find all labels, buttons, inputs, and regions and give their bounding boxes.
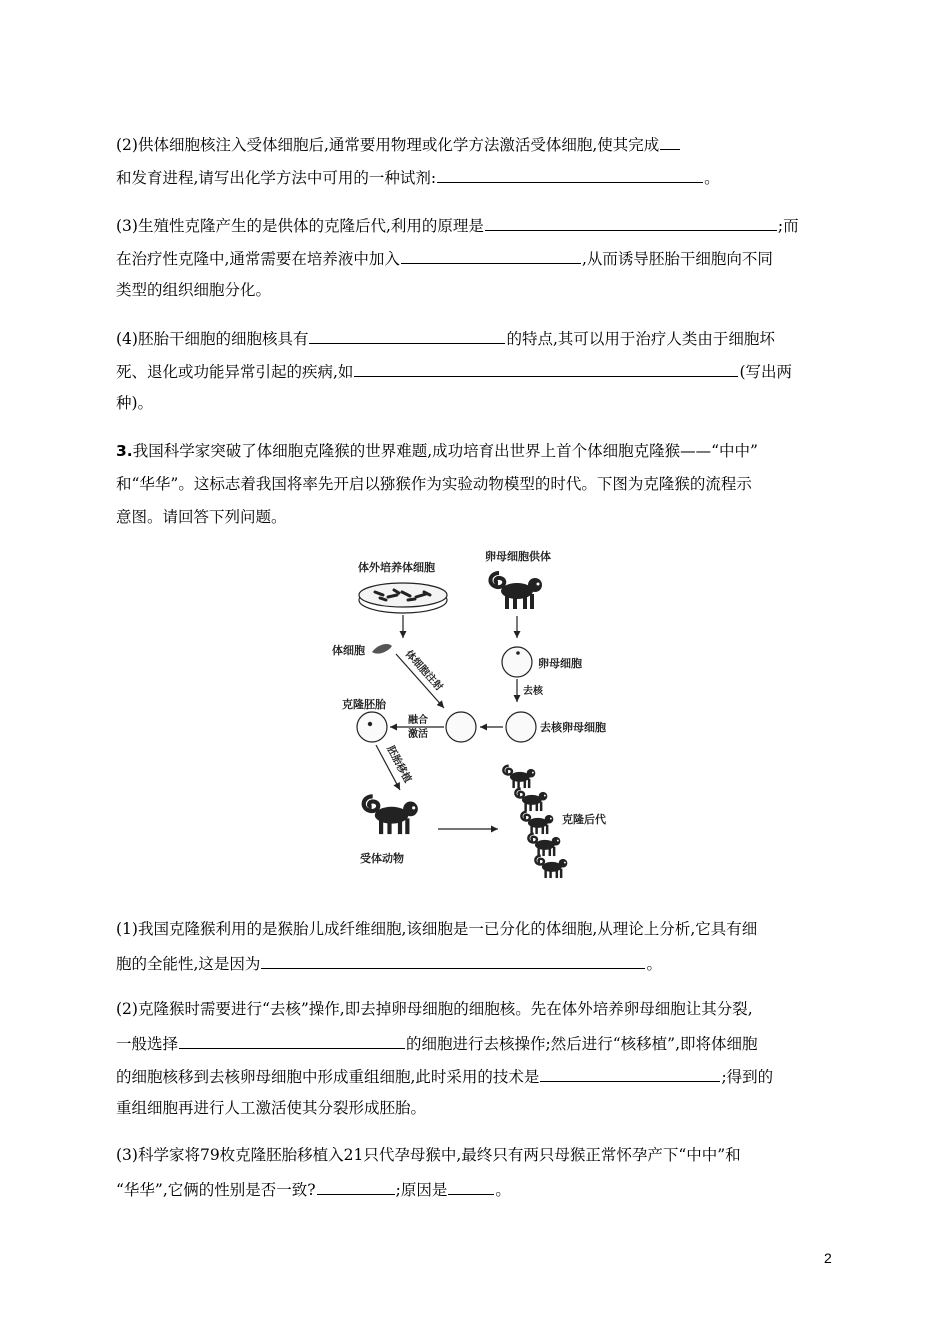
label-offspring: 克隆后代 [562, 813, 606, 826]
q3-1-line2: 胞的全能性,这是因为 。 [116, 952, 662, 974]
recipient-monkey [364, 796, 418, 834]
reconstructed-cell [446, 712, 476, 742]
q3-2-line3: 的细胞核移到去核卵母细胞中形成重组细胞,此时采用的技术是 ;得到的 [116, 1065, 773, 1087]
petri-dish [359, 583, 447, 613]
answer-blank[interactable] [485, 214, 777, 231]
label-donor: 卵母细胞供体 [485, 550, 551, 563]
q2-4-line3: 种)。 [116, 394, 154, 412]
answer-blank[interactable] [261, 952, 645, 969]
cloning-flow-diagram [320, 540, 630, 885]
q3-3-line2: “华华”,它俩的性别是否一致? ;原因是 。 [116, 1178, 511, 1200]
label-embryo: 克隆胚胎 [342, 698, 386, 711]
label-somatic: 体细胞 [332, 644, 365, 657]
label-enucleate: 去核 [523, 686, 543, 697]
q3-line1: 3.我国科学家突破了体细胞克隆猴的世界难题,成功培育出世界上首个体细胞克隆猴——“中中” [116, 442, 758, 460]
answer-blank[interactable] [309, 327, 505, 344]
answer-blank[interactable] [354, 360, 738, 377]
q2-4-line2: 死、退化或功能异常引起的疾病,如 (写出两 [116, 360, 792, 382]
cloned-embryo [357, 712, 387, 742]
q3-3-line1: (3)科学家将79枚克隆胚胎移植入21只代孕母猴中,最终只有两只母猴正常怀孕产下“中中”和 [116, 1146, 741, 1164]
label-activate: 激活 [408, 729, 428, 740]
answer-blank[interactable] [660, 133, 680, 150]
offspring-monkeys [503, 766, 567, 878]
label-inject: 体细胞注射 [402, 648, 445, 694]
enucleated-oocyte-cell [506, 712, 536, 742]
q2-3-line2: 在治疗性克隆中,通常需要在培养液中加入 ,从而诱导胚胎干细胞向不同 [116, 247, 773, 269]
page-number: 2 [824, 1250, 832, 1266]
label-culture: 体外培养体细胞 [358, 561, 435, 574]
q2-3-line1: (3)生殖性克隆产生的是供体的克隆后代,利用的原理是 ;而 [116, 214, 799, 236]
q2-2-line1: (2)供体细胞核注入受体细胞后,通常要用物理或化学方法激活受体细胞,使其完成 [116, 133, 681, 155]
label-enucleated: 去核卵母细胞 [540, 721, 606, 734]
answer-blank[interactable] [448, 1178, 494, 1195]
q2-3-line3: 类型的组织细胞分化。 [116, 281, 272, 299]
q3-2-line4: 重组细胞再进行人工激活使其分裂形成胚胎。 [116, 1099, 427, 1117]
q3-2-line2: 一般选择 的细胞进行去核操作;然后进行“核移植”,即将体细胞 [116, 1032, 758, 1054]
question-number: 3. [116, 442, 133, 460]
answer-blank[interactable] [401, 247, 581, 264]
q3-1-line1: (1)我国克隆猴利用的是猴胎儿成纤维细胞,该细胞是一已分化的体细胞,从理论上分析,它具有细 [116, 920, 758, 938]
label-fuse: 融合 [408, 715, 428, 726]
somatic-cell [372, 644, 392, 654]
answer-blank[interactable] [317, 1178, 395, 1195]
q3-line2: 和“华华”。这标志着我国将率先开启以猕猴作为实验动物模型的时代。下图为克隆猴的流程示 [116, 475, 752, 493]
q2-4-line1: (4)胚胎干细胞的细胞核具有 的特点,其可以用于治疗人类由于细胞坏 [116, 327, 775, 349]
answer-blank[interactable] [437, 166, 703, 183]
q3-2-line1: (2)克隆猴时需要进行“去核”操作,即去掉卵母细胞的细胞核。先在体外培养卵母细胞让其分裂, [116, 1000, 753, 1018]
q2-2-line2: 和发育进程,请写出化学方法中可用的一种试剂: 。 [116, 166, 720, 188]
donor-monkey [490, 573, 542, 609]
q3-line3: 意图。请回答下列问题。 [116, 508, 287, 526]
label-oocyte: 卵母细胞 [538, 657, 582, 670]
label-transfer: 胚胎移植 [384, 744, 413, 785]
oocyte-cell [502, 647, 532, 677]
answer-blank[interactable] [179, 1032, 405, 1049]
answer-blank[interactable] [540, 1065, 720, 1082]
label-recipient: 受体动物 [360, 852, 404, 865]
